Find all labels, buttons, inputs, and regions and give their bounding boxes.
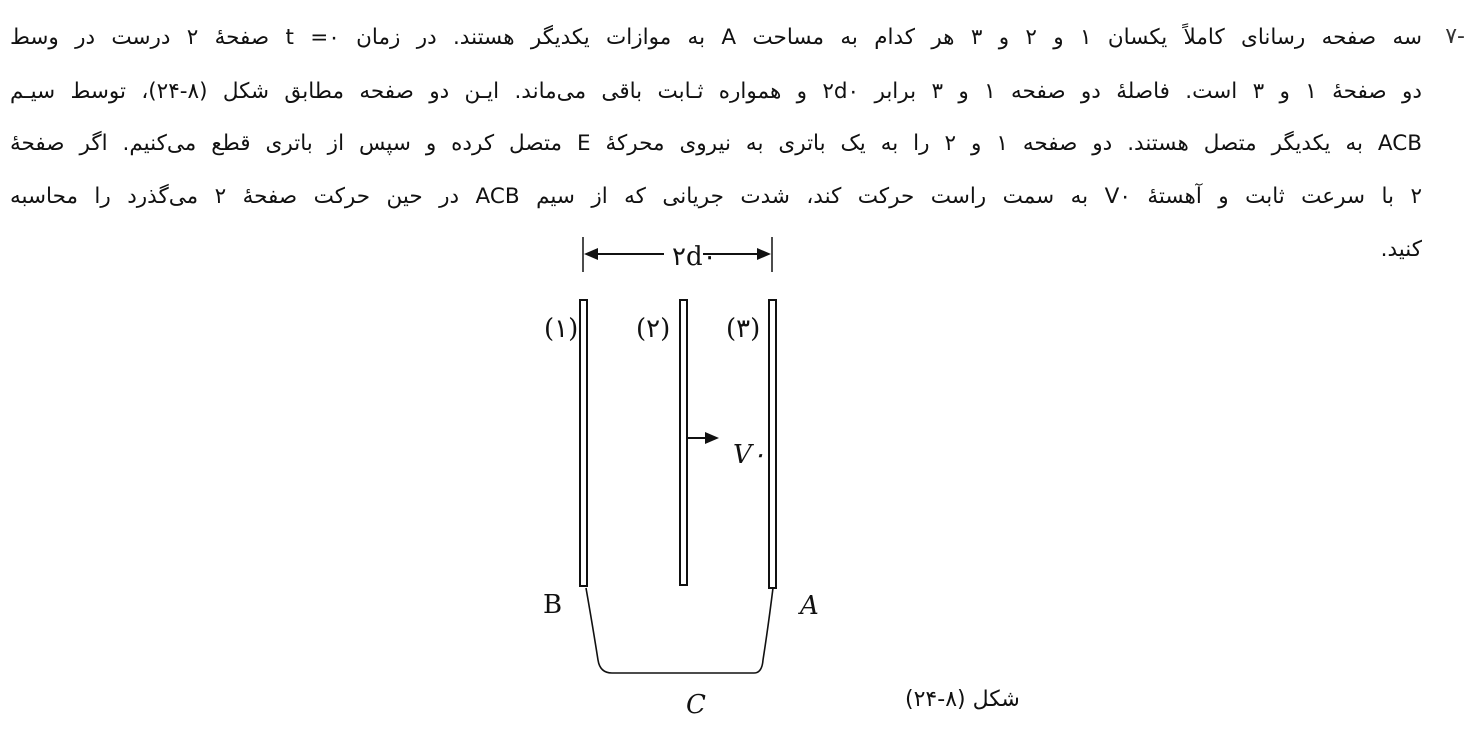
problem-text-line-1: سه صفحه رسانای کاملاً یکسان ۱ و ۲ و ۳ هر کدام به مساحت A به موازات یکدیگر هستند. در زمان t =۰ صفحهٔ ۲ درست در وسط (10, 25, 1422, 50)
velocity-arrow-icon (687, 432, 719, 444)
problem-text-line-3: ACB به یکدیگر متصل هستند. دو صفحه ۱ و ۲ را به یک باتری به نیروی محرکهٔ E متصل کرده و سپس از باتری قطع می‌کنیم. اگر صفحهٔ (10, 131, 1422, 156)
plate-label-1: (۱) (544, 314, 579, 344)
point-a-label: A (800, 591, 819, 621)
point-b-label: B (543, 590, 563, 620)
plate-1 (580, 300, 587, 586)
plate-label-3: (۳) (726, 314, 761, 344)
plate-2 (680, 300, 687, 585)
plate-label-2: (۲) (636, 314, 671, 344)
point-c-label: C (686, 690, 706, 720)
problem-text-line-4: ۲ با سرعت ثابت و آهستهٔ V۰ به سمت راست حرکت کند، شدت جریانی که از سیم ACB در حین حرکت صفحهٔ ۲ می‌گذرد را محاسبه (10, 184, 1422, 209)
distance-arrow-left-icon (584, 248, 664, 260)
problem-text-line-2: دو صفحهٔ ۱ و ۳ است. فاصلهٔ دو صفحه ۱ و ۳ برابر ۲d۰ و همواره ثـابت باقی می‌ماند. ایـن دو صفحه مطابق شکل (۸-۲۴)، توسط سیـم (10, 79, 1422, 104)
problem-text-line-5: کنید. (1380, 237, 1422, 262)
velocity-label: V۰ (733, 440, 766, 470)
question-number: -۷ (1445, 24, 1465, 49)
figure-caption: شکل (۸-۲۴) (905, 687, 1020, 712)
plate-3 (769, 300, 776, 588)
distance-label: ۲d۰ (672, 242, 717, 272)
wire-acb (586, 588, 773, 673)
